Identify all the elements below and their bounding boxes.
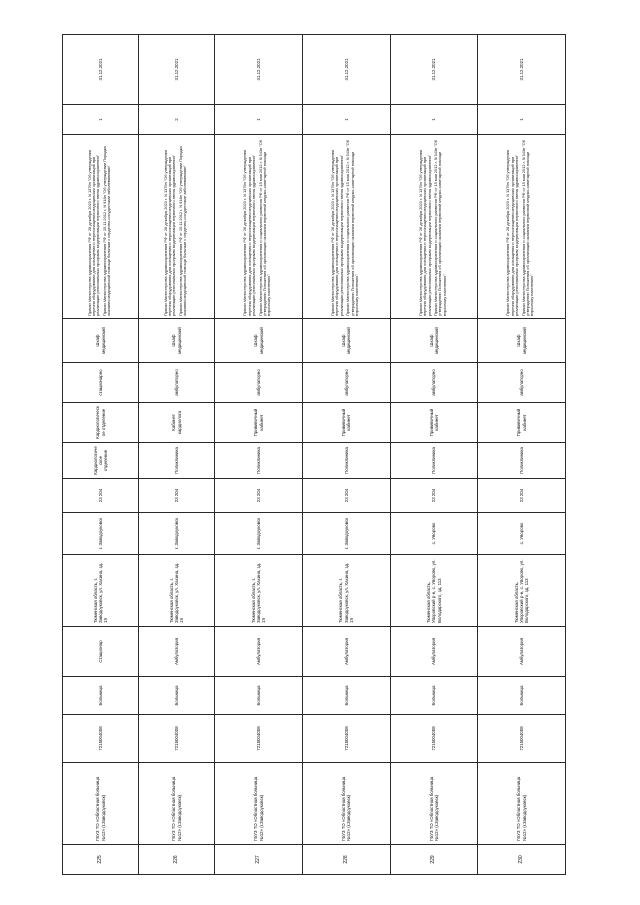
regulation-docs-cell (478, 135, 566, 319)
table-row (215, 35, 303, 875)
responsible-unit-cell: Поликлиника (139, 443, 215, 479)
row-number-cell: 228 (302, 845, 390, 875)
organization-type-cell: Больница (63, 677, 139, 715)
room-name-cell: Прививочный кабинет (390, 403, 478, 443)
care-form-cell: амбулаторно (390, 363, 478, 403)
department-cell: Амбулатория (478, 627, 566, 677)
room-name-cell: Кабинет кардиолога (139, 403, 215, 443)
address-cell: Тюменская область, г. Заводоуковск, ул. Хахина, зд. 19 (139, 555, 215, 627)
organization-code-cell: 7215004008 (390, 715, 478, 763)
care-form-cell: стационарно (63, 363, 139, 403)
deadline-date-cell: 31.12.2021 (478, 35, 566, 105)
organization-name-cell: ГБУЗ ТО «Областная больница №12» (г.Заводоуковск) (63, 763, 139, 845)
quantity-cell: 1 (478, 105, 566, 135)
row-number-cell: 229 (390, 845, 478, 875)
quantity-cell: 1 (390, 105, 478, 135)
organization-name-cell: ГБУЗ ТО «Областная больница №12» (г.Заводоуковск) (139, 763, 215, 845)
quantity-cell: 1 (302, 105, 390, 135)
okato-code-cell: 23 204 (63, 479, 139, 513)
okato-code-cell: 23 204 (390, 479, 478, 513)
organization-type-cell: Больница (139, 677, 215, 715)
department-cell: Амбулатория (302, 627, 390, 677)
room-name-cell: Прививочный кабинет (302, 403, 390, 443)
organization-code-cell: 7215004008 (215, 715, 303, 763)
regulation-doc-1: Приказ Министерства здравоохранения РФ от 28 декабря 2020 г. N 1379н "Об утверждении перечня оборудования для оснащения и переоснащения медицинских организаций при реализации региональных программ модернизации первичного звена здравоохранения" (505, 149, 520, 316)
okato-code-cell: 23 204 (139, 479, 215, 513)
organization-type-cell: Больница (478, 677, 566, 715)
department-cell: Амбулатория (390, 627, 478, 677)
locality-cell: с. Упорово (390, 513, 478, 555)
locality-cell: г. Заводоуковск (302, 513, 390, 555)
equipment-name-cell: Шкаф медицинский (63, 319, 139, 363)
okato-code-cell: 23 204 (302, 479, 390, 513)
organization-code-cell: 7215004008 (478, 715, 566, 763)
organization-type-cell: Больница (215, 677, 303, 715)
responsible-unit-cell: Поликлиника (302, 443, 390, 479)
table-row (478, 35, 566, 875)
regulation-docs-cell (215, 135, 303, 319)
regulation-docs-cell (139, 135, 215, 319)
table-row (302, 35, 390, 875)
deadline-date-cell: 31.12.2021 (139, 35, 215, 105)
table-row (139, 35, 215, 875)
responsible-unit-cell: Поликлиника (478, 443, 566, 479)
regulation-doc-2: Приказ Министерства здравоохранения и социального развития РФ от 15 мая 2012 г. N 543н "Об утверждении Положения об организации оказания первичной медико-санитарной помощи взрослому населению" (345, 139, 360, 316)
equipment-name-cell: Шкаф медицинский (302, 319, 390, 363)
regulation-doc-2: Приказ Министерства здравоохранения РФ от 15.11.2012 г. N 918н "Об утверждении Порядка оказания медицинской помощи больным с сердечно-сосудистыми заболеваниями" (177, 146, 188, 316)
table-row (63, 35, 139, 875)
equipment-table (62, 34, 566, 875)
table-row (390, 35, 478, 875)
regulation-doc-2: Приказ Министерства здравоохранения и социального развития РФ от 15 мая 2012 г. N 543н "Об утверждении Положения об организации оказания первичной медико-санитарной помощи взрослому населению" (520, 139, 535, 316)
locality-cell: г. Заводоуковск (215, 513, 303, 555)
room-name-cell: Прививочный кабинет (478, 403, 566, 443)
regulation-docs-cell (63, 135, 139, 319)
organization-code-cell: 7215004008 (63, 715, 139, 763)
care-form-cell: амбулаторно (478, 363, 566, 403)
address-cell: Тюменская область, Упоровский р-н, с. Упорово, ул. Володарского, зд. 113 (478, 555, 566, 627)
okato-code-cell: 23 204 (478, 479, 566, 513)
responsible-unit-cell: Поликлиника (390, 443, 478, 479)
organization-name-cell: ГБУЗ ТО «Областная больница №12» (г.Заводоуковск) (478, 763, 566, 845)
address-cell: Тюменская область, г. Заводоуковск, ул. Хахина, зд. 19 (63, 555, 139, 627)
regulation-doc-2: Приказ Министерства здравоохранения и социального развития РФ от 15 мая 2012 г. N 543н "Об утверждении Положения об организации оказания первичной медико-санитарной помощи взрослому населению" (432, 139, 447, 316)
regulation-docs-cell (390, 135, 478, 319)
regulation-doc-1: Приказ Министерства здравоохранения РФ от 28 декабря 2020 г. N 1379н "Об утверждении перечня оборудования для оснащения и переоснащения медицинских организаций при реализации региональных программ модернизации первичного звена здравоохранения" (242, 149, 257, 316)
department-cell: Амбулатория (215, 627, 303, 677)
quantity-cell: 2 (139, 105, 215, 135)
organization-code-cell: 7215004008 (139, 715, 215, 763)
row-number-cell: 227 (215, 845, 303, 875)
deadline-date-cell: 31.12.2021 (390, 35, 478, 105)
okato-code-cell: 23 204 (215, 479, 303, 513)
locality-cell: г. Заводоуковск (63, 513, 139, 555)
row-number-cell: 225 (63, 845, 139, 875)
address-cell: Тюменская область, г. Заводоуковск, ул. Хахина, зд. 19 (302, 555, 390, 627)
room-name-cell: Кардиологическое отделение (63, 403, 139, 443)
regulation-doc-1: Приказ Министерства здравоохранения РФ от 28 декабря 2020 г. N 1379н "Об утверждении перечня оборудования для оснащения и переоснащения медицинских организаций при реализации региональных программ модернизации первичного звена здравоохранения" (330, 149, 344, 316)
deadline-date-cell: 31.12.2021 (215, 35, 303, 105)
organization-name-cell: ГБУЗ ТО «Областная больница №12» (г.Заводоуковск) (215, 763, 303, 845)
regulation-doc-1: Приказ Министерства здравоохранения РФ от 28 декабря 2020 г. N 1379н "Об утверждении перечня оборудования для оснащения и переоснащения медицинских организаций при реализации региональных программ модернизации первичного звена здравоохранения" (417, 149, 432, 316)
row-number-cell: 230 (478, 845, 566, 875)
organization-code-cell: 7215004008 (302, 715, 390, 763)
quantity-cell: 1 (63, 105, 139, 135)
regulation-docs-cell (302, 135, 390, 319)
regulation-doc-1: Приказ Министерства здравоохранения РФ от 28 декабря 2020 г. N 1379н "Об утверждении перечня оборудования для оснащения и переоснащения медицинских организаций при реализации региональных программ модернизации первичного звена здравоохранения" (86, 149, 101, 316)
equipment-name-cell: Шкаф медицинский (139, 319, 215, 363)
regulation-doc-2: Приказ Министерства здравоохранения и социального развития РФ от 15 мая 2012 г. N 543н "Об утверждении Положения об организации оказания первичной медико-санитарной помощи взрослому населению" (257, 139, 272, 316)
organization-type-cell: Больница (390, 677, 478, 715)
address-cell: Тюменская область, Упоровский р-н, с. Упорово, ул. Володарского, зд. 113 (390, 555, 478, 627)
organization-name-cell: ГБУЗ ТО «Областная больница №12» (г.Заводоуковск) (302, 763, 390, 845)
department-cell: Стационар (63, 627, 139, 677)
room-name-cell: Прививочный кабинет (215, 403, 303, 443)
equipment-name-cell: Шкаф медицинский (215, 319, 303, 363)
organization-name-cell: ГБУЗ ТО «Областная больница №12» (г.Заводоуковск) (390, 763, 478, 845)
locality-cell: г. Заводоуковск (139, 513, 215, 555)
department-cell: Амбулатория (139, 627, 215, 677)
care-form-cell: амбулаторно (302, 363, 390, 403)
equipment-name-cell: Шкаф медицинский (390, 319, 478, 363)
deadline-date-cell: 31.12.2021 (63, 35, 139, 105)
equipment-name-cell: Шкаф медицинский (478, 319, 566, 363)
regulation-doc-1: Приказ Министерства здравоохранения РФ от 28 декабря 2020 г. N 1379н "Об утверждении перечня оборудования для оснащения и переоснащения медицинских организаций при реализации региональных программ модернизации первичного звена здравоохранения" (162, 149, 177, 316)
locality-cell: с. Упорово (478, 513, 566, 555)
regulation-doc-2: Приказ Министерства здравоохранения РФ от 15.11.2012 г. N 918н "Об утверждении Порядка оказания медицинской помощи больным с сердечно-сосудистыми заболеваниями" (101, 146, 112, 316)
quantity-cell: 1 (215, 105, 303, 135)
care-form-cell: амбулаторно (139, 363, 215, 403)
responsible-unit-cell: Поликлиника (215, 443, 303, 479)
address-cell: Тюменская область, г. Заводоуковск, ул. Хахина, зд. 19 (215, 555, 303, 627)
row-number-cell: 226 (139, 845, 215, 875)
deadline-date-cell: 31.12.2021 (302, 35, 390, 105)
responsible-unit-cell: Кардиологическое отделение (63, 443, 139, 479)
care-form-cell: амбулаторно (215, 363, 303, 403)
organization-type-cell: Больница (302, 677, 390, 715)
